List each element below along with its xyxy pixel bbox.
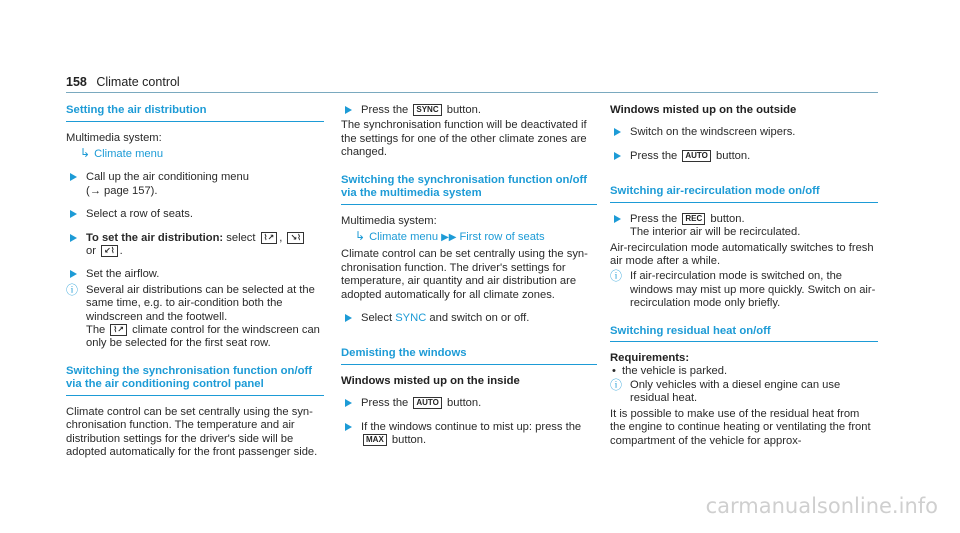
column-3: [610, 104, 878, 450]
sync-button-icon: SYNC: [413, 104, 441, 116]
subheading-outside: Windows misted up on the outside: [610, 104, 797, 116]
section-name: Climate control: [96, 75, 180, 89]
requirements-label: Requirements:: [610, 352, 690, 365]
sync-menu-item: SYNC: [395, 312, 427, 325]
body-text: Climate control can be set centrally using the syn-chronisation function. The driver's settings for temperature, air quantity and air distribution are adopted automatically for all climate zones.: [341, 248, 588, 301]
step-text: Press the: [361, 397, 409, 410]
max-defrost-button-icon: MAX: [363, 434, 387, 446]
body-text: Air-recirculation mode automatically switches to fresh air mode after a while.: [610, 241, 874, 267]
step: [610, 126, 878, 139]
page-header: [66, 75, 180, 89]
subheading-inside: Windows misted up on the inside: [341, 374, 520, 387]
ms-label: Multimedia system:: [66, 131, 162, 144]
info-icon: ⓘ: [610, 269, 623, 284]
note-text: Several air distributions can be selected at the same time, e.g. to air-condition both the windscreen and the footwell.: [86, 283, 315, 323]
step: [341, 397, 597, 410]
step-bold: To set the air distribution:: [86, 231, 224, 244]
menu-path: [66, 147, 324, 161]
step-arrow-icon: [614, 215, 621, 223]
step-text: Press the: [630, 212, 678, 225]
step-text: button.: [716, 149, 751, 162]
step-arrow-icon: [345, 423, 352, 431]
body-airflow-icon: ↘⌇: [287, 232, 304, 244]
column-2: [341, 104, 597, 458]
step-text: Select a row of seats.: [86, 208, 193, 221]
step: [66, 268, 324, 281]
step: [610, 150, 878, 163]
body-text: Climate control can be set centrally using the syn-chronisation function. The temperature and air distribution settings for the driver's side will be adopted automatically for the front passenger side.: [66, 405, 318, 458]
menu-path: [341, 230, 597, 244]
auto-button-icon: AUTO: [413, 397, 442, 409]
info-icon: ⓘ: [66, 282, 79, 297]
step: [66, 171, 324, 198]
step-arrow-icon: [70, 270, 77, 278]
windscreen-airflow-icon: ⌇↗: [261, 232, 278, 244]
body-text: The synchronisation function will be deactivated if the settings for one of the other climate zones are changed.: [341, 119, 587, 159]
auto-button-icon: AUTO: [682, 150, 711, 162]
step-text: button.: [391, 434, 427, 447]
note-text: Only vehicles with a diesel engine can use residual heat.: [630, 378, 841, 405]
ms-label: Multimedia system:: [341, 214, 437, 227]
body-text: It is possible to make use of the residual heat from the engine to continue heating or ventilating the front compartment of the vehicle for approx-: [610, 407, 871, 447]
step-arrow-icon: [70, 234, 77, 242]
note: [66, 284, 324, 351]
step-text: and switch on or off.: [429, 312, 530, 325]
note-text: climate control for the windscreen can only be selected for the first seat row.: [86, 323, 320, 350]
step-ref: (→ page 157).: [86, 184, 158, 197]
recirculation-button-icon: REC: [682, 213, 705, 225]
step-text: Select: [361, 312, 393, 325]
step-arrow-icon: [70, 210, 77, 218]
step-text: Set the airflow.: [86, 268, 160, 281]
step-arrow-icon: [345, 314, 352, 322]
heading-demisting: Demisting the windows: [341, 347, 597, 365]
step-text: button.: [710, 212, 745, 225]
step-result: The interior air will be recirculated.: [630, 226, 801, 239]
heading-sync-multimedia: Switching the synchronisation function on/off via the multimedia system: [341, 174, 597, 205]
step-text: button.: [446, 104, 481, 116]
step-arrow-icon: [70, 173, 77, 181]
step-arrow-icon: [345, 106, 352, 114]
step: [610, 213, 878, 240]
watermark: carmanualsonline.info: [705, 494, 938, 518]
heading-residual-heat: Switching residual heat on/off: [610, 325, 878, 343]
note: [610, 270, 878, 310]
heading-air-recirculation: Switching air-recirculation mode on/off: [610, 185, 878, 203]
footwell-airflow-icon: ↙⌇: [101, 245, 118, 257]
requirement-item: • the vehicle is parked.: [610, 365, 878, 378]
page-number: 158: [66, 75, 87, 89]
step: [341, 104, 597, 117]
step-text: Press the: [361, 104, 409, 116]
step-text: If the windows continue to mist up: press the: [361, 420, 582, 433]
step-text: Call up the air conditioning menu: [86, 171, 249, 184]
info-icon: ⓘ: [610, 377, 623, 392]
header-rule: [66, 92, 878, 93]
path-item: Climate menu: [369, 231, 439, 244]
note-text: If air-recirculation mode is switched on, the windows may mist up more quickly. Switch on air-recirculation mode only briefly.: [630, 270, 876, 310]
step-text: select: [223, 231, 256, 244]
step-arrow-icon: [614, 128, 621, 136]
step-text: or: [86, 244, 96, 257]
step-arrow-icon: [614, 152, 621, 160]
step-text: Press the: [630, 149, 678, 162]
step-text: Switch on the windscreen wipers.: [630, 126, 796, 139]
step: To set the air distribution: select ⌇↗ , ↘⌇ or ↙⌇ .: [66, 232, 324, 259]
column-1: [66, 104, 324, 461]
step: [341, 421, 597, 448]
heading-sync-control-panel: Switching the synchronisation function on/off via the air conditioning control panel: [66, 365, 324, 396]
step-text: button.: [447, 397, 482, 410]
step: [66, 208, 324, 221]
note-text: The: [86, 323, 106, 336]
step-arrow-icon: [345, 399, 352, 407]
step: [341, 312, 597, 325]
heading-setting-air-distribution: Setting the air distribution: [66, 104, 324, 122]
note: [610, 379, 878, 406]
path-arrow-icon: ↳: [80, 145, 91, 160]
path-item: Climate menu: [94, 147, 164, 160]
windscreen-airflow-icon: ⌇↗: [110, 324, 127, 336]
path-item: First row of seats: [459, 231, 545, 244]
path-separator-icon: ▶▶: [441, 232, 457, 244]
path-arrow-icon: ↳: [355, 229, 366, 244]
